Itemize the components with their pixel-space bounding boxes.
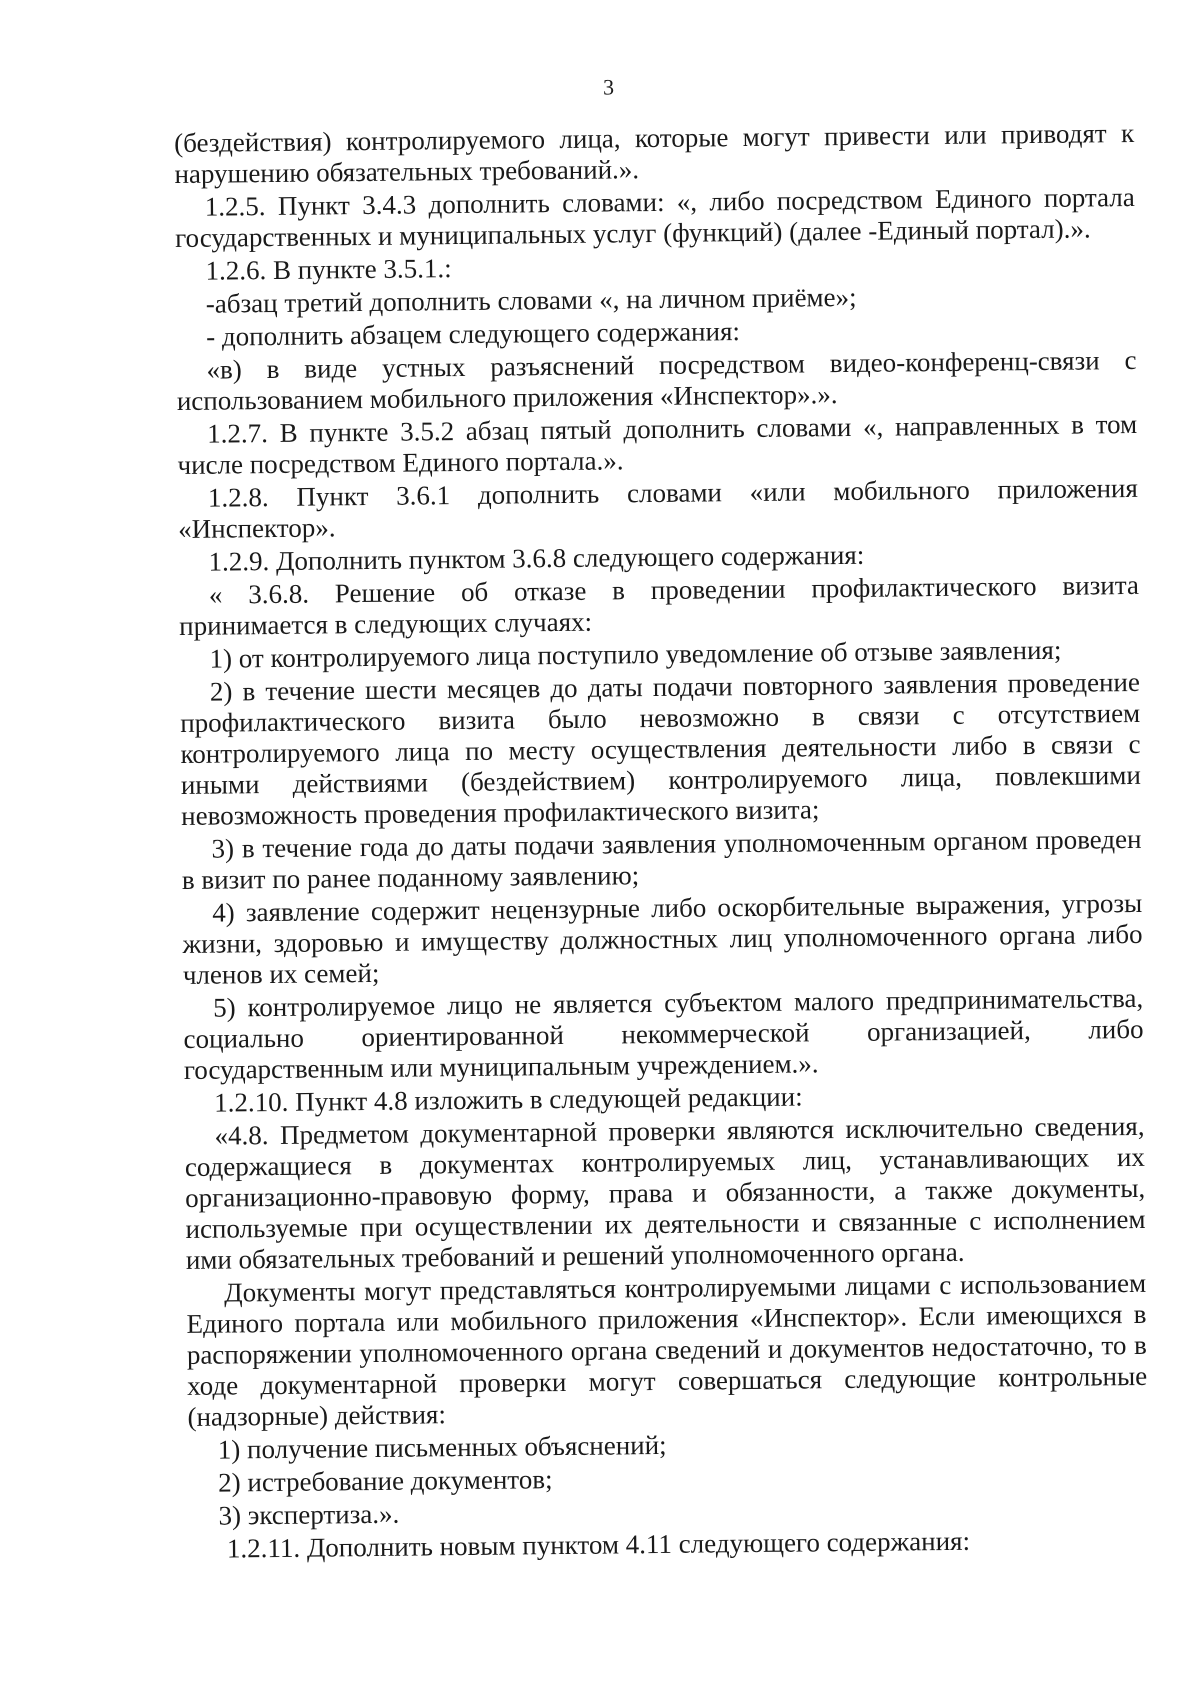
paragraph-abzac-tretij: -абзац третий дополнить словами «, на личном приёме»;	[205, 281, 857, 319]
paragraph-1-2-11: 1.2.11. Дополнить новым пунктом 4.11 следующего содержания:	[226, 1525, 971, 1564]
paragraph-continuation: (бездействия) контролируемого лица, которые могут привести или приводят к нарушению обязательных требований.».	[174, 117, 1135, 189]
paragraph-item-v: «в) в виде устных разъяснений посредством видео-конференц-связи с использованием мобильного приложения «Инспектор».».	[176, 344, 1137, 416]
paragraph-dokumenty: Документы могут представляться контролируемыми лицами с использованием Единого портала или мобильного приложения «Инспектор». Если имеющихся в распоряжении уполномоченного органа сведений и документов недостаточно, то в ходе документарной проверки могут совершаться следующие контрольные (надзорные) действия:	[186, 1267, 1148, 1432]
paragraph-1-2-5: 1.2.5. Пункт 3.4.3 дополнить словами: «, либо посредством Единого портала государственных и муниципальных услуг (функций) (далее -Единый портал).».	[174, 181, 1135, 253]
action-item-1: 1) получение письменных объяснений;	[217, 1429, 667, 1465]
document-body	[174, 74, 1149, 1567]
list-item-4: 4) заявление содержит нецензурные либо оскорбительные выражения, угрозы жизни, здоровью и имуществу должностных лиц уполномоченного органа либо членов их семей;	[182, 887, 1143, 990]
paragraph-1-2-10: 1.2.10. Пункт 4.8 изложить в следующей редакции:	[214, 1081, 803, 1118]
list-item-3: 3) в течение года до даты подачи заявления уполномоченным органом проведен в визит по ранее поданному заявлению;	[181, 823, 1142, 895]
paragraph-1-2-8: 1.2.8. Пункт 3.6.1 дополнить словами «или мобильного приложения «Инспектор».	[178, 472, 1138, 544]
page-number: 3	[602, 74, 615, 100]
list-item-1: 1) от контролируемого лица поступило уведомление об отзыве заявления;	[209, 634, 1062, 674]
list-item-5: 5) контролируемое лицо не является субъектом малого предпринимательства, социально ориентированной некоммерческой организацией, либо государственным или муниципальным учреждением.».	[183, 982, 1144, 1085]
paragraph-1-2-6: 1.2.6. В пункте 3.5.1.:	[205, 253, 452, 286]
action-item-2: 2) истребование документов;	[218, 1464, 553, 1498]
paragraph-1-2-9: 1.2.9. Дополнить пунктом 3.6.8 следующего содержания:	[208, 539, 865, 577]
action-item-3: 3) экспертиза.».	[218, 1498, 400, 1531]
paragraph-dopolnit-abzacem: - дополнить абзацем следующего содержания:	[206, 316, 741, 352]
paragraph-1-2-7: 1.2.7. В пункте 3.5.2 абзац пятый дополнить словами «, направленных в том числе посредством Единого портала.».	[177, 408, 1138, 480]
list-item-2: 2) в течение шести месяцев до даты подачи повторного заявления проведение профилактического визита было невозможно в связи с отсутствием контролируемого лица по месту осуществления деятельности либо в связи с иными действиями (бездействием) контролируемого лица, повлекшими невозможность проведения профилактического визита;	[180, 666, 1141, 831]
paragraph-4-8: «4.8. Предметом документарной проверки являются исключительно сведения, содержащиеся в документах контролируемых лиц, устанавливающих их организационно-правовую форму, права и обязанности, а также документы, используемые при осуществлении их деятельности и связанные с исполнением ими обязательных требований и решений уполномоченного органа.	[184, 1110, 1146, 1275]
paragraph-3-6-8: « 3.6.8. Решение об отказе в проведении профилактического визита принимается в следующих случаях:	[179, 569, 1139, 641]
